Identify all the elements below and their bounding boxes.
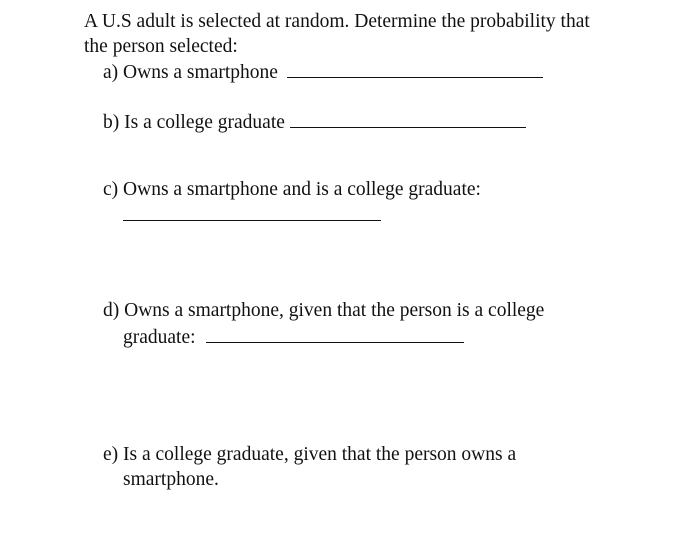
- part-a-label: a) Owns a smartphone: [103, 62, 278, 83]
- question-intro-line2: the person selected:: [84, 36, 238, 57]
- part-d-line2: [123, 325, 464, 349]
- part-a: [103, 60, 543, 84]
- part-c-label: c) Owns a smartphone and is a college graduate:: [103, 179, 481, 200]
- part-d-label: graduate:: [123, 327, 196, 348]
- part-c-answer-blank[interactable]: [123, 220, 381, 221]
- question-intro-line1: A U.S adult is selected at random. Determine the probability that: [84, 11, 590, 32]
- part-e-line2: smartphone.: [123, 469, 219, 490]
- part-b-label: b) Is a college graduate: [103, 112, 285, 133]
- part-b: [103, 110, 526, 134]
- part-e-line1: e) Is a college graduate, given that the person owns a: [103, 444, 517, 465]
- part-d-line1: d) Owns a smartphone, given that the person is a college: [103, 300, 545, 321]
- part-b-answer-blank[interactable]: [290, 110, 526, 128]
- part-a-answer-blank[interactable]: [287, 60, 543, 78]
- part-d-answer-blank[interactable]: [206, 325, 464, 343]
